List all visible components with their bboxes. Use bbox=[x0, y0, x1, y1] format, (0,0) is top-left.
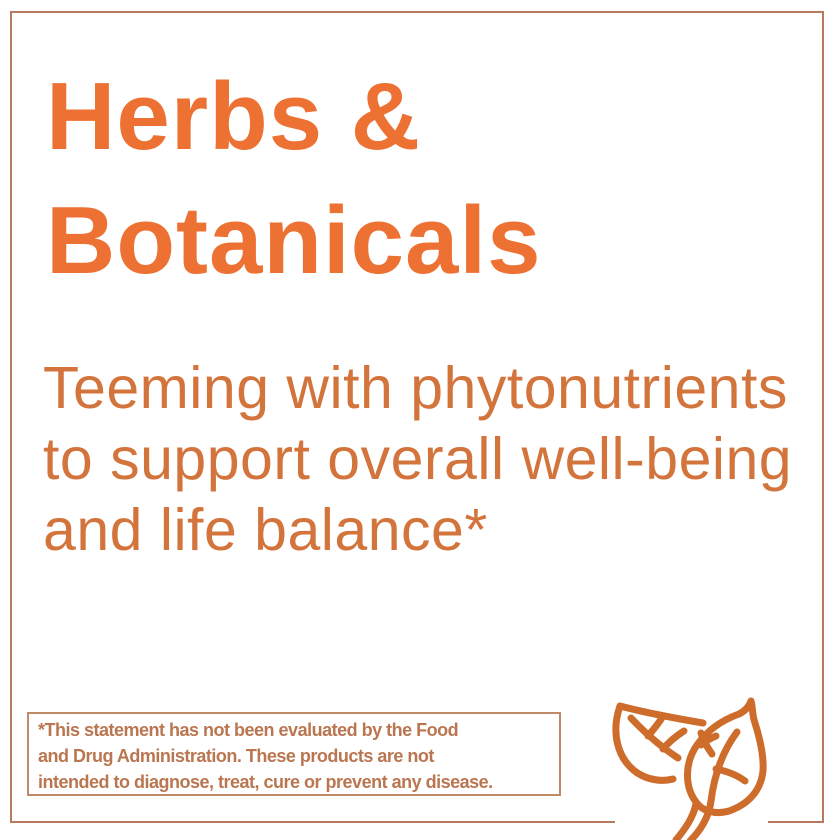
left-leaf-vein-branch-2 bbox=[663, 731, 684, 749]
herbs-leaves-icon bbox=[606, 692, 806, 840]
page-title bbox=[46, 55, 541, 303]
disclaimer-line-1: *This statement has not been evaluated by the Food bbox=[38, 720, 459, 740]
left-leaf-vein-branch-1 bbox=[648, 716, 663, 736]
benefit-line-1: Teeming with phytonutrients bbox=[43, 355, 788, 421]
fda-disclaimer-box bbox=[27, 712, 561, 796]
right-leaf-vein-branch-right bbox=[716, 769, 745, 781]
benefit-line-2: to support overall well-being bbox=[43, 426, 793, 492]
benefit-line-3: and life balance* bbox=[43, 497, 488, 563]
benefit-statement bbox=[43, 353, 792, 566]
title-line-2: Botanicals bbox=[46, 187, 542, 294]
title-line-1: Herbs & bbox=[46, 63, 422, 170]
disclaimer-line-3: intended to diagnose, treat, cure or prevent any disease. bbox=[38, 772, 493, 792]
disclaimer-line-2: and Drug Administration. These products are not bbox=[38, 746, 434, 766]
